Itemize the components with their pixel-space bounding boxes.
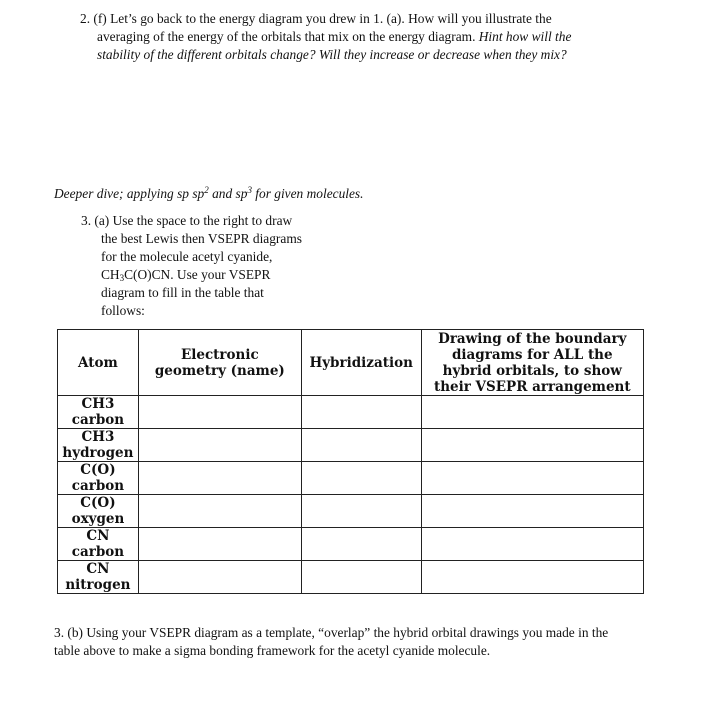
atom-group: C(O) bbox=[80, 462, 116, 478]
atom-group: CN bbox=[86, 561, 110, 577]
hybridization-cell[interactable] bbox=[301, 396, 421, 429]
atom-element: nitrogen bbox=[65, 577, 131, 593]
question-3a-line-5: diagram to fill in the table that bbox=[101, 285, 264, 300]
atom-element: oxygen bbox=[71, 511, 125, 527]
deeper-suffix: for given molecules. bbox=[251, 186, 364, 201]
header-drawing-line-2: diagrams for ALL the bbox=[451, 346, 613, 363]
deeper-sup-2: 2 bbox=[204, 185, 209, 195]
hybridization-table bbox=[57, 329, 644, 594]
geometry-cell[interactable] bbox=[138, 561, 301, 594]
header-drawing-line-3: hybrid orbitals, to show bbox=[442, 362, 622, 379]
hybridization-cell[interactable] bbox=[301, 462, 421, 495]
atom-group: CN bbox=[86, 528, 110, 544]
header-hybridization: Hybridization bbox=[301, 330, 421, 396]
deeper-prefix: Deeper dive; applying sp sp bbox=[54, 186, 205, 201]
hybridization-cell[interactable] bbox=[301, 528, 421, 561]
header-boundary-drawing bbox=[421, 330, 643, 396]
question-2f-line-1: 2. (f) Let’s go back to the energy diagram you drew in 1. (a). How will you illustrate the bbox=[80, 11, 552, 26]
deeper-dive-heading bbox=[54, 186, 364, 202]
table-row bbox=[58, 462, 644, 495]
header-geometry-line-1: Electronic bbox=[180, 346, 259, 363]
table-row bbox=[58, 528, 644, 561]
question-3a-line-1: 3. (a) Use the space to the right to draw bbox=[81, 213, 293, 228]
question-3a-line-2: the best Lewis then VSEPR diagrams bbox=[101, 231, 302, 246]
question-3b-line-2: table above to make a sigma bonding framework for the acetyl cyanide molecule. bbox=[54, 643, 491, 658]
deeper-mid: and sp bbox=[208, 186, 248, 201]
atom-element: carbon bbox=[71, 544, 125, 560]
atom-cell bbox=[58, 462, 139, 495]
drawing-cell[interactable] bbox=[421, 561, 643, 594]
formula-subscript: 3 bbox=[119, 273, 125, 283]
question-2f bbox=[80, 10, 680, 64]
drawing-cell[interactable] bbox=[421, 528, 643, 561]
formula-prefix: CH bbox=[101, 267, 120, 282]
table-row bbox=[58, 396, 644, 429]
header-geometry-line-2: geometry (name) bbox=[154, 362, 285, 379]
atom-element: carbon bbox=[71, 412, 125, 428]
drawing-cell[interactable] bbox=[421, 495, 643, 528]
hybridization-cell[interactable] bbox=[301, 429, 421, 462]
header-electronic-geometry bbox=[138, 330, 301, 396]
atom-cell bbox=[58, 561, 139, 594]
drawing-cell[interactable] bbox=[421, 462, 643, 495]
atom-cell bbox=[58, 429, 139, 462]
header-drawing-line-1: Drawing of the boundary bbox=[438, 330, 627, 347]
table-row bbox=[58, 561, 644, 594]
table-row bbox=[58, 429, 644, 462]
question-2f-text: averaging of the energy of the orbitals that mix on the energy diagram. bbox=[97, 29, 479, 44]
question-2f-line-2 bbox=[80, 28, 680, 46]
question-3b bbox=[54, 624, 674, 660]
deeper-sup-3: 3 bbox=[247, 185, 252, 195]
atom-group: CH3 bbox=[81, 429, 115, 445]
atom-element: hydrogen bbox=[62, 445, 134, 461]
question-3a bbox=[81, 212, 341, 320]
drawing-cell[interactable] bbox=[421, 429, 643, 462]
table-row bbox=[58, 495, 644, 528]
question-3a-line-4 bbox=[81, 266, 341, 284]
atom-cell bbox=[58, 396, 139, 429]
question-2f-hint: Hint how will the bbox=[478, 29, 572, 44]
formula-suffix: C(O)CN. Use your VSEPR bbox=[124, 267, 271, 282]
geometry-cell[interactable] bbox=[138, 396, 301, 429]
hybridization-cell[interactable] bbox=[301, 495, 421, 528]
drawing-cell[interactable] bbox=[421, 396, 643, 429]
question-3b-line-1: 3. (b) Using your VSEPR diagram as a template, “overlap” the hybrid orbital drawings you made in the bbox=[54, 625, 609, 640]
question-3a-line-6: follows: bbox=[101, 303, 145, 318]
question-3a-line-3: for the molecule acetyl cyanide, bbox=[101, 249, 273, 264]
atom-group: C(O) bbox=[80, 495, 116, 511]
table-header-row bbox=[58, 330, 644, 396]
geometry-cell[interactable] bbox=[138, 528, 301, 561]
atom-cell bbox=[58, 528, 139, 561]
hybridization-cell[interactable] bbox=[301, 561, 421, 594]
geometry-cell[interactable] bbox=[138, 429, 301, 462]
header-drawing-line-4: their VSEPR arrangement bbox=[433, 378, 631, 395]
header-atom: Atom bbox=[58, 330, 139, 396]
atom-element: carbon bbox=[71, 478, 125, 494]
geometry-cell[interactable] bbox=[138, 495, 301, 528]
geometry-cell[interactable] bbox=[138, 462, 301, 495]
question-2f-line-3: stability of the different orbitals change? Will they increase or decrease when they mix? bbox=[97, 47, 567, 62]
atom-cell bbox=[58, 495, 139, 528]
atom-group: CH3 bbox=[81, 396, 115, 412]
